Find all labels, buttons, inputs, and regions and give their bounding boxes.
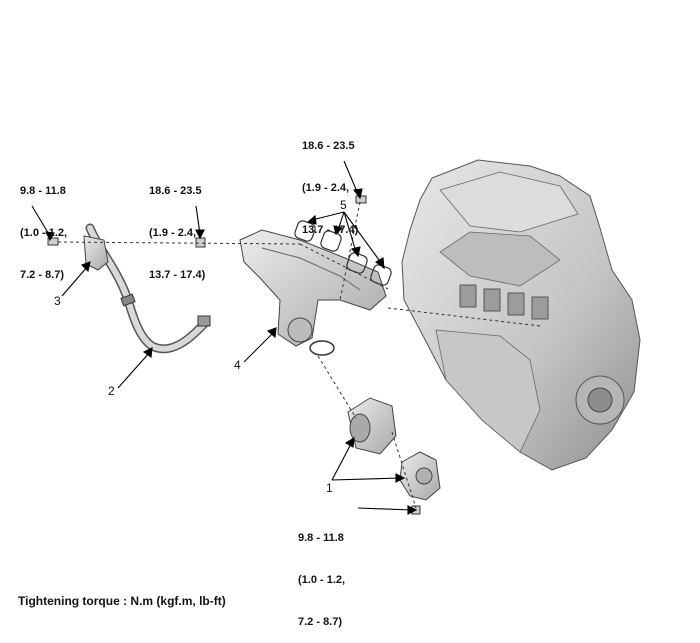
torque-label-manifold-bolt: 18.6 - 23.5 (1.9 - 2.4, 13.7 - 17.4) (302, 140, 359, 236)
callout-3: 3 (54, 294, 61, 308)
torque-units-note: Tightening torque : N.m (kgf.m, lb-ft) (18, 594, 226, 608)
leader-lines (32, 161, 416, 514)
torque-label-left-bolt: 9.8 - 11.8 (1.0 - 1.2, 7.2 - 8.7) (20, 185, 68, 281)
callout-4: 4 (234, 358, 241, 372)
o-ring (310, 341, 334, 355)
callout-5: 5 (340, 198, 347, 212)
torque-label-pipe-bolt: 18.6 - 23.5 (1.9 - 2.4, 13.7 - 17.4) (149, 185, 206, 281)
torque-label-throttle-bolt: 9.8 - 11.8 (1.0 - 1.2, 7.2 - 8.7) (298, 532, 346, 628)
engine-block (402, 160, 640, 470)
callout-2: 2 (108, 384, 115, 398)
callout-1: 1 (326, 481, 333, 495)
throttle-body (348, 398, 440, 500)
